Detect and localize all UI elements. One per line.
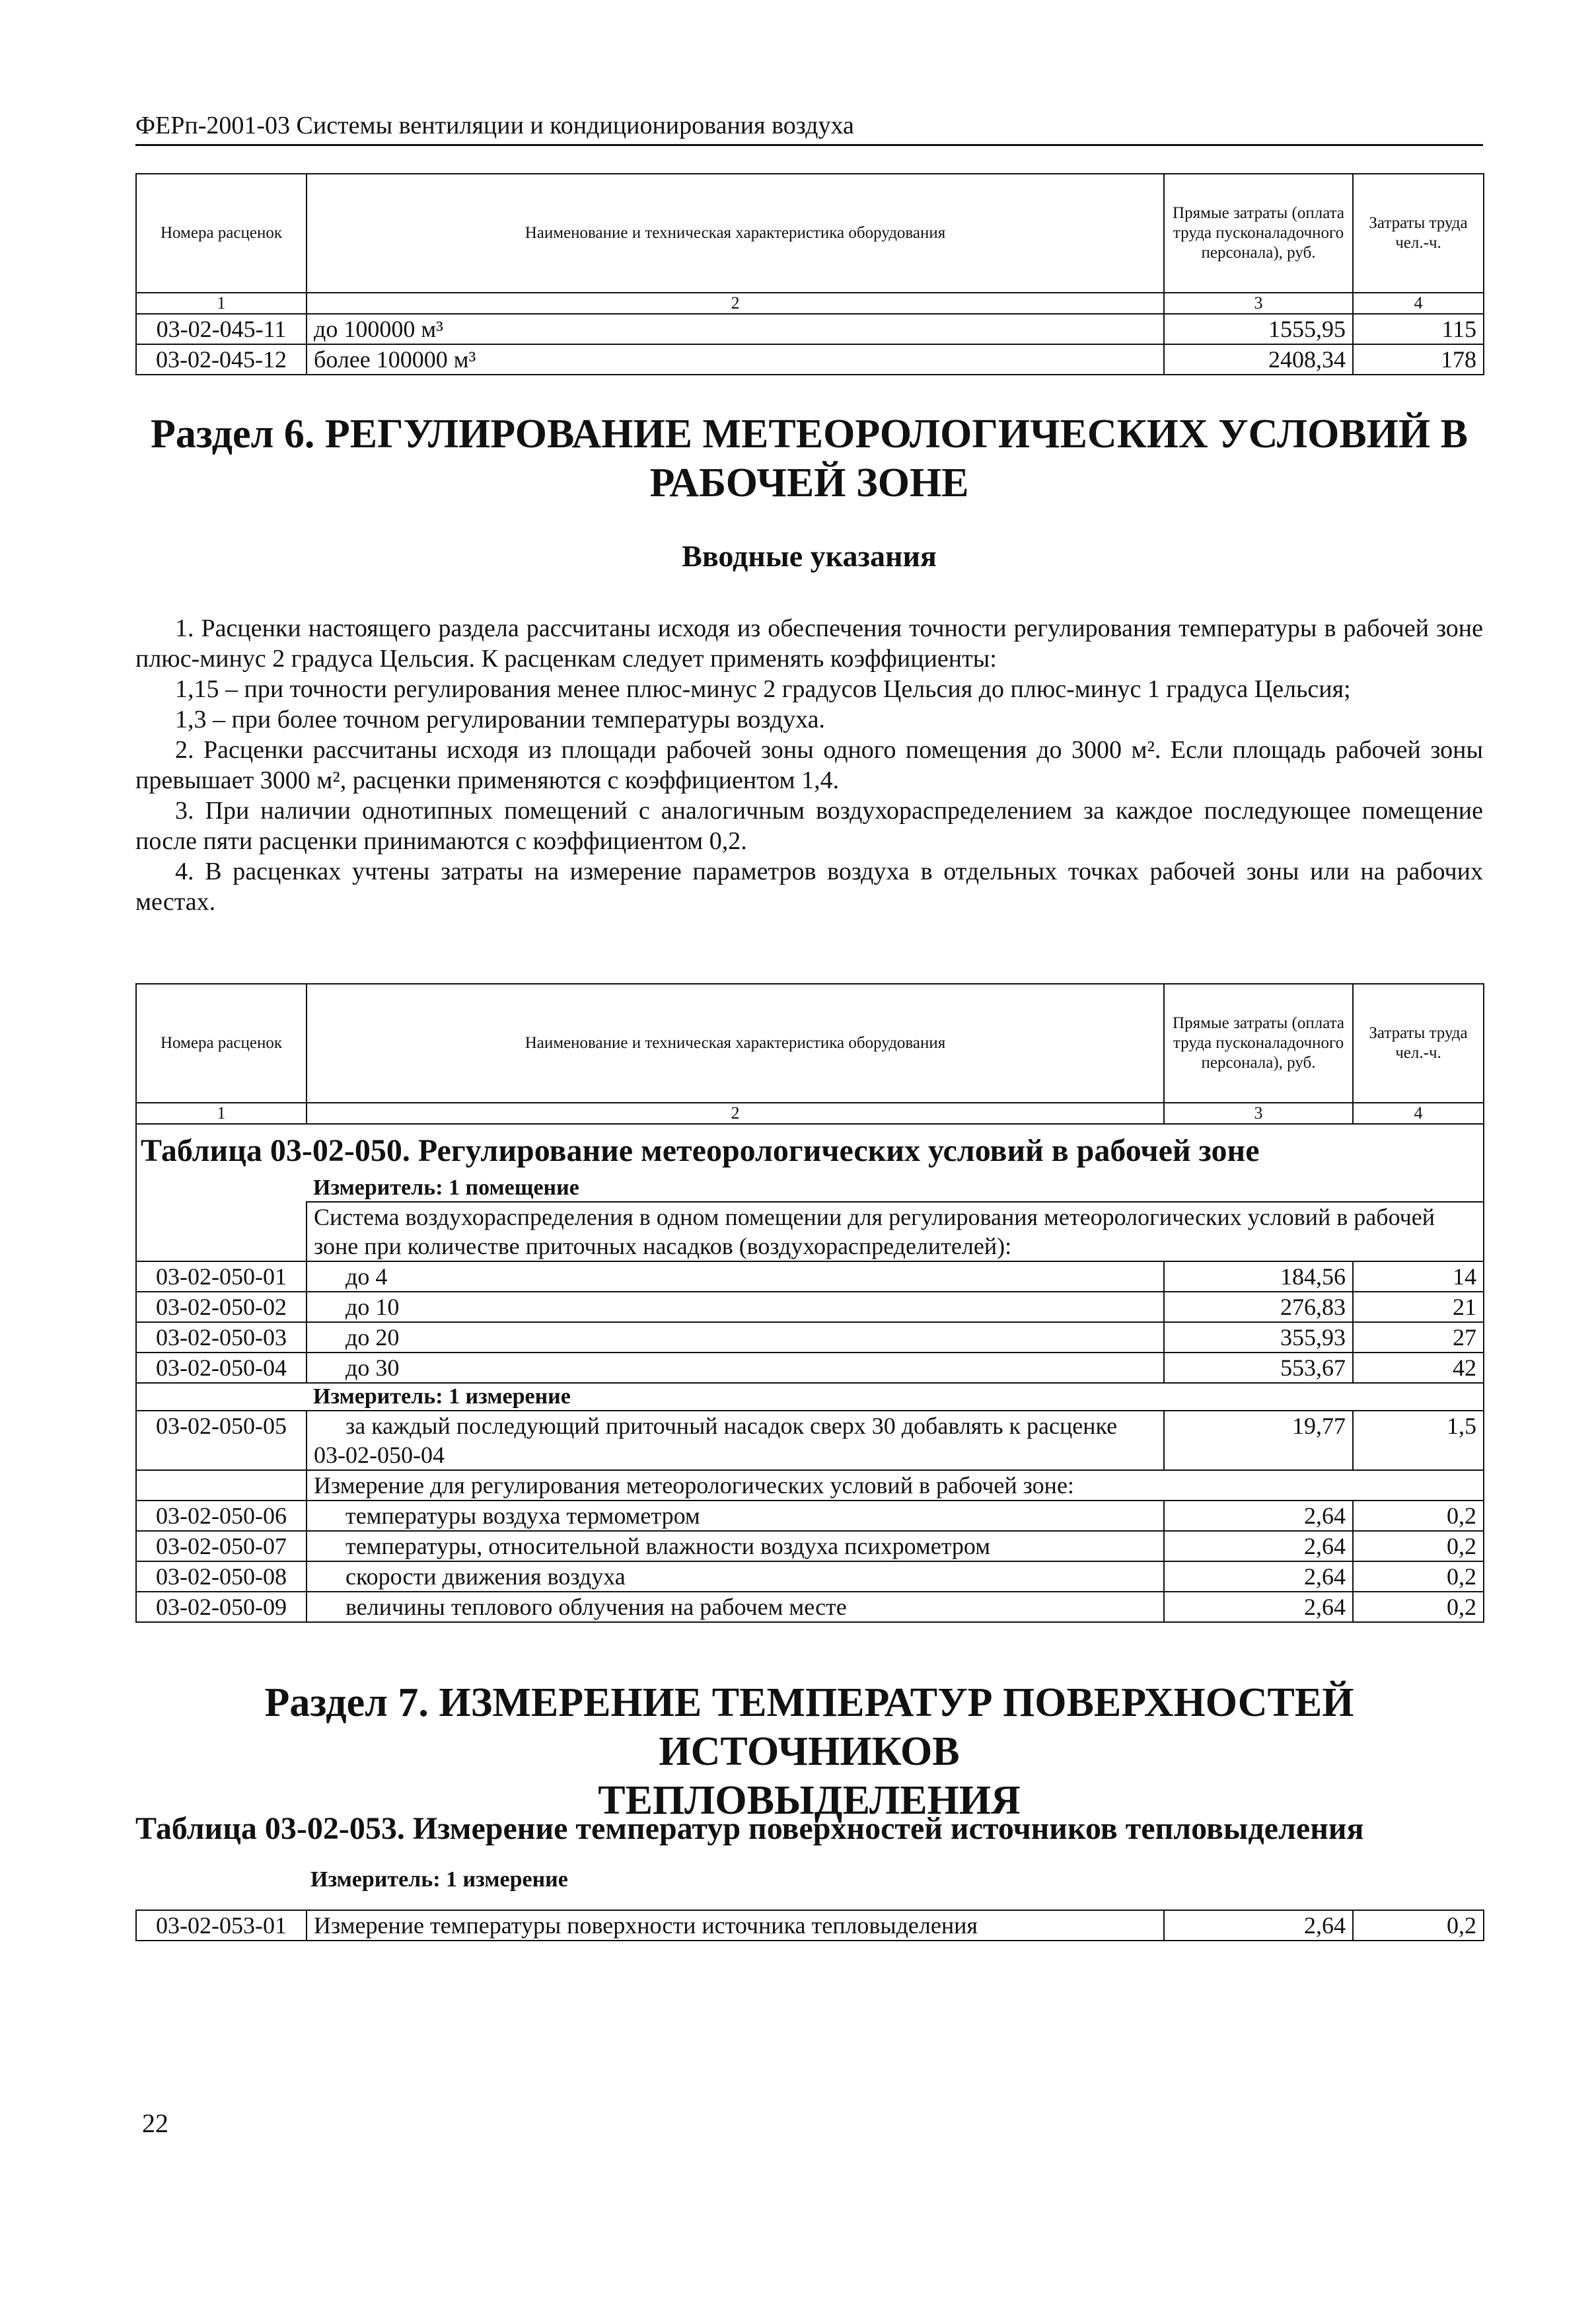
rate-name: температуры, относительной влажности воздуха психрометром bbox=[307, 1531, 1164, 1561]
measure-unit: Измеритель: 1 измерение bbox=[310, 1867, 568, 1892]
col-header-codes: Номера расценок bbox=[136, 174, 307, 293]
rate-code: 03-02-050-02 bbox=[136, 1292, 307, 1322]
rate-name: до 30 bbox=[307, 1353, 1164, 1383]
rate-cost: 2408,34 bbox=[1164, 344, 1353, 375]
section-6-title-line1: Раздел 6. РЕГУЛИРОВАНИЕ МЕТЕОРОЛОГИЧЕСКИХ УСЛОВИЙ В bbox=[151, 412, 1468, 457]
col-header-labor: Затраты труда чел.-ч. bbox=[1353, 984, 1484, 1103]
col-number: 2 bbox=[307, 293, 1164, 314]
table-050 bbox=[135, 983, 1484, 1623]
section-6-title bbox=[135, 410, 1483, 507]
intro-subtitle: Вводные указания bbox=[682, 539, 937, 573]
col-number: 3 bbox=[1164, 1103, 1353, 1124]
intro-text bbox=[135, 613, 1483, 917]
rate-code: 03-02-050-04 bbox=[136, 1353, 307, 1383]
table-row bbox=[136, 1501, 1484, 1531]
section-7-title-line1: Раздел 7. ИЗМЕРЕНИЕ ТЕМПЕРАТУР ПОВЕРХНОСТЕЙ ИСТОЧНИКОВ bbox=[264, 1680, 1354, 1774]
rate-code: 03-02-053-01 bbox=[136, 1910, 307, 1941]
table-row bbox=[136, 1261, 1484, 1292]
col-header-cost: Прямые затраты (оплата труда пусконаладочного персонала), руб. bbox=[1164, 984, 1353, 1103]
group-description: Измерение для регулирования метеорологических условий в рабочей зоне: bbox=[307, 1470, 1484, 1501]
table-053 bbox=[135, 1910, 1484, 1941]
rate-labor: 27 bbox=[1353, 1322, 1484, 1353]
rate-labor: 14 bbox=[1353, 1261, 1484, 1292]
col-header-name: Наименование и техническая характеристика оборудования bbox=[307, 174, 1164, 293]
intro-paragraph: 4. В расценках учтены затраты на измерение параметров воздуха в отдельных точках рабочей зоны или на рабочих местах. bbox=[135, 858, 1483, 916]
rate-name: скорости движения воздуха bbox=[307, 1561, 1164, 1592]
table-053-title: Таблица 03-02-053. Измерение температур поверхностей источников тепловыделения bbox=[135, 1811, 1364, 1846]
rate-cost: 276,83 bbox=[1164, 1292, 1353, 1322]
page-number: 22 bbox=[142, 2108, 168, 2138]
intro-paragraph: 1,3 – при более точном регулировании температуры воздуха. bbox=[175, 706, 825, 733]
table-row bbox=[136, 344, 1484, 375]
table-row bbox=[136, 1592, 1484, 1622]
rate-name: до 10 bbox=[307, 1292, 1164, 1322]
rate-cost: 2,64 bbox=[1164, 1501, 1353, 1531]
rate-name: до 20 bbox=[307, 1322, 1164, 1353]
table-045 bbox=[135, 173, 1484, 375]
table-row bbox=[136, 1292, 1484, 1322]
table-row bbox=[136, 1910, 1484, 1941]
rate-cost: 19,77 bbox=[1164, 1411, 1353, 1470]
intro-paragraph: 2. Расценки рассчитаны исходя из площади рабочей зоны одного помещения до 3000 м². Если площадь рабочей зоны превышает 3000 м², расценки применяются с коэффициентом 1,4. bbox=[135, 736, 1483, 794]
col-number: 4 bbox=[1353, 293, 1484, 314]
rate-code: 03-02-050-07 bbox=[136, 1531, 307, 1561]
intro-paragraph: 1. Расценки настоящего раздела рассчитаны исходя из обеспечения точности регулирования температуры в рабочей зоне плюс-минус 2 градуса Цельсия. К расценкам следует применять коэффициенты: bbox=[135, 614, 1483, 673]
section-7-title bbox=[135, 1678, 1483, 1825]
table-050-title: Таблица 03-02-050. Регулирование метеорологических условий в рабочей зоне bbox=[136, 1124, 1484, 1175]
rate-code: 03-02-050-09 bbox=[136, 1592, 307, 1622]
rate-labor: 0,2 bbox=[1353, 1910, 1484, 1941]
intro-paragraph: 1,15 – при точности регулирования менее плюс-минус 2 градусов Цельсия до плюс-минус 1 градуса Цельсия; bbox=[175, 675, 1351, 703]
rate-labor: 0,2 bbox=[1353, 1531, 1484, 1561]
rate-code: 03-02-050-05 bbox=[136, 1411, 307, 1470]
rate-name: до 4 bbox=[307, 1261, 1164, 1292]
rate-name: температуры воздуха термометром bbox=[307, 1501, 1164, 1531]
rate-code: 03-02-045-12 bbox=[136, 344, 307, 375]
rate-labor: 21 bbox=[1353, 1292, 1484, 1322]
table-row bbox=[136, 1531, 1484, 1561]
col-number: 3 bbox=[1164, 293, 1353, 314]
col-header-codes: Номера расценок bbox=[136, 984, 307, 1103]
measure-unit: Измеритель: 1 помещение bbox=[307, 1175, 1484, 1202]
rate-code: 03-02-050-06 bbox=[136, 1501, 307, 1531]
rate-cost: 2,64 bbox=[1164, 1561, 1353, 1592]
section-7-title-line2: ТЕПЛОВЫДЕЛЕНИЯ bbox=[598, 1778, 1021, 1823]
rate-cost: 184,56 bbox=[1164, 1261, 1353, 1292]
table-row bbox=[136, 1561, 1484, 1592]
rate-code: 03-02-050-01 bbox=[136, 1261, 307, 1292]
rate-code: 03-02-050-08 bbox=[136, 1561, 307, 1592]
table-row bbox=[136, 314, 1484, 344]
rate-labor: 1,5 bbox=[1353, 1411, 1484, 1470]
rate-cost: 355,93 bbox=[1164, 1322, 1353, 1353]
rate-name: более 100000 м³ bbox=[307, 344, 1164, 375]
rate-name: Измерение температуры поверхности источника тепловыделения bbox=[307, 1910, 1164, 1941]
page-header: ФЕРп-2001-03 Системы вентиляции и кондиционирования воздуха bbox=[135, 111, 1483, 146]
col-header-labor: Затраты труда чел.-ч. bbox=[1353, 174, 1484, 293]
rate-code: 03-02-045-11 bbox=[136, 314, 307, 344]
measure-unit: Измеритель: 1 измерение bbox=[307, 1383, 1484, 1411]
rate-cost: 2,64 bbox=[1164, 1592, 1353, 1622]
col-number: 1 bbox=[136, 1103, 307, 1124]
rate-labor: 0,2 bbox=[1353, 1501, 1484, 1531]
rate-cost: 553,67 bbox=[1164, 1353, 1353, 1383]
group-description: Система воздухораспределения в одном помещении для регулирования метеорологических условий в рабочей зоне при количестве приточных насадков (воздухораспределителей): bbox=[307, 1202, 1484, 1261]
rate-name: до 100000 м³ bbox=[307, 314, 1164, 344]
section-6-title-line2: РАБОЧЕЙ ЗОНЕ bbox=[649, 461, 969, 505]
col-number: 1 bbox=[136, 293, 307, 314]
intro-paragraph: 3. При наличии однотипных помещений с аналогичным воздухораспределением за каждое последующее помещение после пяти расценки принимаются с коэффициентом 0,2. bbox=[135, 797, 1483, 855]
rate-labor: 0,2 bbox=[1353, 1592, 1484, 1622]
rate-cost: 2,64 bbox=[1164, 1531, 1353, 1561]
table-row bbox=[136, 1353, 1484, 1383]
rate-labor: 42 bbox=[1353, 1353, 1484, 1383]
rate-labor: 0,2 bbox=[1353, 1561, 1484, 1592]
col-header-cost: Прямые затраты (оплата труда пусконаладочного персонала), руб. bbox=[1164, 174, 1353, 293]
rate-code: 03-02-050-03 bbox=[136, 1322, 307, 1353]
rate-cost: 2,64 bbox=[1164, 1910, 1353, 1941]
table-row bbox=[136, 1411, 1484, 1470]
table-row bbox=[136, 1322, 1484, 1353]
rate-name bbox=[307, 1411, 1164, 1470]
col-number: 4 bbox=[1353, 1103, 1484, 1124]
rate-labor: 115 bbox=[1353, 314, 1484, 344]
col-number: 2 bbox=[307, 1103, 1164, 1124]
rate-name-line: 03-02-050-04 bbox=[314, 1442, 445, 1468]
rate-cost: 1555,95 bbox=[1164, 314, 1353, 344]
rate-labor: 178 bbox=[1353, 344, 1484, 375]
rate-name: величины теплового облучения на рабочем месте bbox=[307, 1592, 1164, 1622]
col-header-name: Наименование и техническая характеристика оборудования bbox=[307, 984, 1164, 1103]
rate-name-line: за каждый последующий приточный насадок сверх 30 добавлять к расценке bbox=[345, 1413, 1118, 1439]
